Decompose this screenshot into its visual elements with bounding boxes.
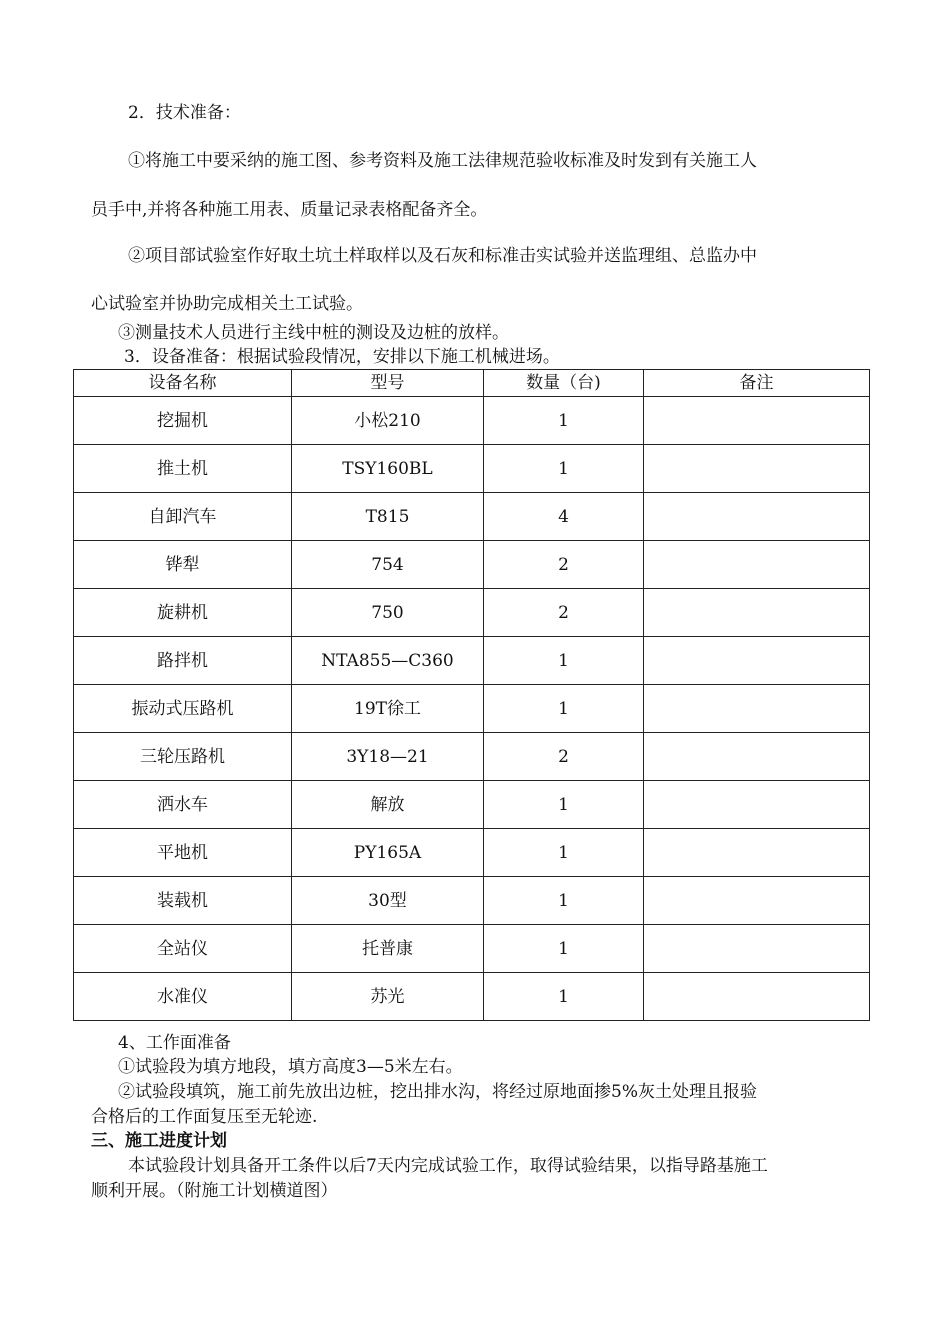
cell-model: 754 bbox=[292, 541, 484, 589]
cell-model: 30型 bbox=[292, 877, 484, 925]
cell-equipment-name: 旋耕机 bbox=[74, 589, 292, 637]
cell-equipment-name: 振动式压路机 bbox=[74, 685, 292, 733]
cell-quantity: 2 bbox=[484, 733, 644, 781]
cell-quantity: 2 bbox=[484, 589, 644, 637]
cell-remarks bbox=[644, 589, 870, 637]
cell-remarks bbox=[644, 445, 870, 493]
table-row bbox=[74, 541, 870, 589]
header-equipment-name: 设备名称 bbox=[74, 370, 292, 397]
cell-remarks bbox=[644, 829, 870, 877]
table-row bbox=[74, 973, 870, 1021]
table-row bbox=[74, 925, 870, 973]
header-remarks: 备注 bbox=[644, 370, 870, 397]
equipment-table bbox=[73, 369, 870, 1021]
section-3-heading: 3．设备准备：根据试验段情况，安排以下施工机械进场。 bbox=[124, 347, 560, 367]
cell-model: 750 bbox=[292, 589, 484, 637]
cell-equipment-name: 铧犁 bbox=[74, 541, 292, 589]
cell-equipment-name: 装载机 bbox=[74, 877, 292, 925]
tech-item-2-line-2: 心试验室并协助完成相关土工试验。 bbox=[91, 294, 363, 314]
work-surface-item-2-line-2: 合格后的工作面复压至无轮迹. bbox=[91, 1107, 318, 1127]
cell-remarks bbox=[644, 685, 870, 733]
cell-model: 苏光 bbox=[292, 973, 484, 1021]
cell-remarks bbox=[644, 637, 870, 685]
cell-quantity: 1 bbox=[484, 973, 644, 1021]
cell-remarks bbox=[644, 397, 870, 445]
table-row bbox=[74, 781, 870, 829]
cell-model: TSY160BL bbox=[292, 445, 484, 493]
cell-quantity: 1 bbox=[484, 685, 644, 733]
cell-model: PY165A bbox=[292, 829, 484, 877]
cell-equipment-name: 路拌机 bbox=[74, 637, 292, 685]
table-header-row bbox=[74, 370, 870, 397]
cell-quantity: 1 bbox=[484, 445, 644, 493]
section-2-heading: 2．技术准备： bbox=[128, 103, 241, 123]
cell-equipment-name: 平地机 bbox=[74, 829, 292, 877]
tech-item-1-line-1: ①将施工中要采纳的施工图、参考资料及施工法律规范验收标准及时发到有关施工人 bbox=[128, 151, 757, 171]
cell-model: 托普康 bbox=[292, 925, 484, 973]
table-row bbox=[74, 445, 870, 493]
tech-item-2-line-1: ②项目部试验室作好取土坑土样取样以及石灰和标准击实试验并送监理组、总监办中 bbox=[128, 246, 757, 266]
header-model: 型号 bbox=[292, 370, 484, 397]
cell-quantity: 1 bbox=[484, 925, 644, 973]
work-surface-item-2-line-1: ②试验段填筑，施工前先放出边桩，挖出排水沟，将经过原地面掺5%灰土处理且报验 bbox=[118, 1082, 757, 1102]
section-4-heading: 4、工作面准备 bbox=[118, 1033, 231, 1053]
cell-model: 19T徐工 bbox=[292, 685, 484, 733]
table-row bbox=[74, 877, 870, 925]
cell-quantity: 1 bbox=[484, 397, 644, 445]
cell-model: NTA855—C360 bbox=[292, 637, 484, 685]
cell-equipment-name: 挖掘机 bbox=[74, 397, 292, 445]
schedule-paragraph-line-2: 顺利开展。（附施工计划横道图） bbox=[91, 1181, 338, 1201]
cell-model: T815 bbox=[292, 493, 484, 541]
cell-remarks bbox=[644, 781, 870, 829]
cell-quantity: 1 bbox=[484, 637, 644, 685]
cell-remarks bbox=[644, 877, 870, 925]
cell-equipment-name: 推土机 bbox=[74, 445, 292, 493]
cell-remarks bbox=[644, 493, 870, 541]
table-row bbox=[74, 493, 870, 541]
cell-model: 解放 bbox=[292, 781, 484, 829]
table-row bbox=[74, 733, 870, 781]
table-row bbox=[74, 685, 870, 733]
cell-quantity: 4 bbox=[484, 493, 644, 541]
work-surface-item-1: ①试验段为填方地段，填方高度3—5米左右。 bbox=[118, 1057, 463, 1077]
cell-equipment-name: 洒水车 bbox=[74, 781, 292, 829]
cell-model: 小松210 bbox=[292, 397, 484, 445]
cell-remarks bbox=[644, 733, 870, 781]
cell-equipment-name: 全站仪 bbox=[74, 925, 292, 973]
cell-equipment-name: 水准仪 bbox=[74, 973, 292, 1021]
cell-quantity: 1 bbox=[484, 781, 644, 829]
cell-quantity: 1 bbox=[484, 829, 644, 877]
table-row bbox=[74, 397, 870, 445]
header-quantity: 数量（台) bbox=[484, 370, 644, 397]
cell-model: 3Y18—21 bbox=[292, 733, 484, 781]
table-row bbox=[74, 637, 870, 685]
cell-remarks bbox=[644, 973, 870, 1021]
cell-equipment-name: 三轮压路机 bbox=[74, 733, 292, 781]
tech-item-3: ③测量技术人员进行主线中桩的测设及边桩的放样。 bbox=[118, 323, 509, 343]
cell-quantity: 1 bbox=[484, 877, 644, 925]
schedule-paragraph-line-1: 本试验段计划具备开工条件以后7天内完成试验工作，取得试验结果，以指导路基施工 bbox=[128, 1156, 768, 1176]
tech-item-1-line-2: 员手中,并将各种施工用表、质量记录表格配备齐全。 bbox=[91, 200, 488, 220]
schedule-heading: 三、施工进度计划 bbox=[91, 1131, 227, 1151]
cell-remarks bbox=[644, 541, 870, 589]
cell-equipment-name: 自卸汽车 bbox=[74, 493, 292, 541]
cell-quantity: 2 bbox=[484, 541, 644, 589]
table-row bbox=[74, 589, 870, 637]
cell-remarks bbox=[644, 925, 870, 973]
table-row bbox=[74, 829, 870, 877]
